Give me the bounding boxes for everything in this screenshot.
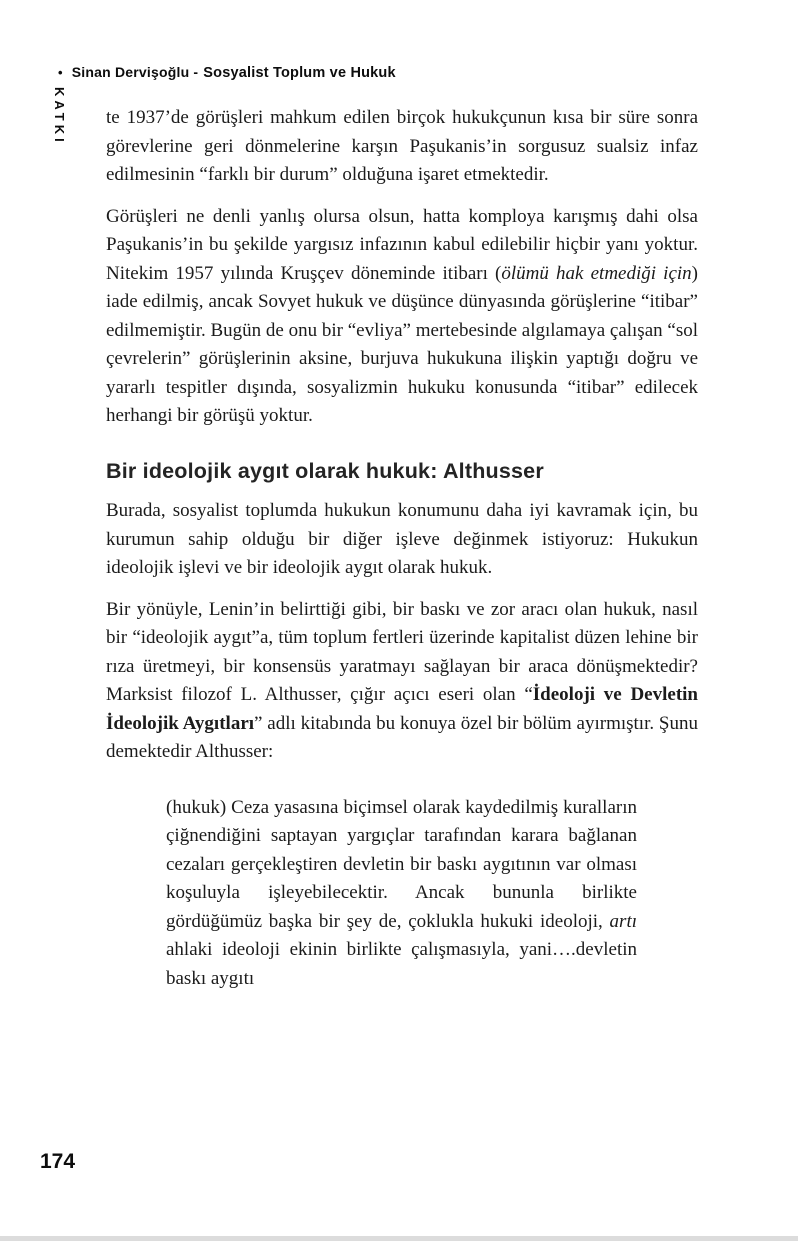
running-header (58, 64, 396, 81)
page-body (106, 104, 698, 993)
block-quote (166, 794, 637, 994)
text-run: (hukuk) Ceza yasasına biçimsel olarak kaydedilmiş kuralların çiğnendiğini saptayan yargıçlar tarafından karara bağlanan cezaları gerçekleştiren devletin bir baskı aygıtının var olması koşuluyla işleyebilecektir. Ancak bununla birlikte gördüğümüz başka bir şey de, çoklukla hukuki ideoloji, (166, 796, 637, 932)
page-number: 174 (40, 1150, 76, 1173)
paragraph-3: Burada, sosyalist toplumda hukukun konumunu daha iyi kavramak için, bu kurumun sahip olduğu bir diğer işleve değinmek istiyoruz: Hukukun ideolojik işlevi ve bir ideolojik aygıt olarak hukuk. (106, 500, 698, 578)
header-book-title: Sosyalist Toplum ve Hukuk (203, 65, 396, 81)
italic-word: artı (609, 910, 637, 932)
bullet-icon: • (58, 65, 63, 80)
paragraph-2 (106, 203, 698, 431)
text-run: ” adlı kitabında bu konuya özel bir bölüm ayırmıştır. Şunu demektedir Althusser: (106, 712, 698, 762)
section-heading: Bir ideolojik aygıt olarak hukuk: Althusser (106, 458, 544, 483)
paragraph-1: te 1937’de görüşleri mahkum edilen birçok hukukçunun kısa bir süre sonra görevlerine geri dönmelerine karşın Paşukanis’in sorgusuz sualsiz infaz edilmesinin “farklı bir durum” olduğuna işaret etmektedir. (106, 107, 698, 185)
text-run: Bir yönüyle, Lenin’in belirttiği gibi, bir baskı ve zor aracı olan hukuk, nasıl bir “ideolojik aygıt”a, tüm toplum fertleri üzerinde kapitalist düzen lehine bir rıza üretmeyi, bir konsensüs yaratmayı sağlayan bir araca dönüşmektedir? Marksist filozof L. Althusser, çığır açıcı eseri olan “ (106, 598, 698, 705)
margin-section-label: KATKI (52, 87, 67, 146)
italic-phrase: ölümü hak etmediği için (501, 262, 692, 284)
text-run: ) iade edilmiş, ancak Sovyet hukuk ve düşünce dünyasında görüşlerine “itibar” edilmemiştir. Bugün de onu bir “evliya” mertebesinde algılamaya çalışan “sol çevrelerin” görüşlerinin aksine, burjuva hukukuna ilişkin yaptığı doğru ve yararlı tespitler dışında, sosyalizmin hukuku konusunda “itibar” edilecek herhangi bir görüşü yoktur. (106, 262, 698, 426)
text-run: ahlaki ideoloji ekinin birlikte çalışmasıyla, yani….devletin baskı aygıtı (166, 939, 637, 989)
header-author: Sinan Dervişoğlu - (71, 64, 199, 80)
bold-cited-title: İdeoloji ve Devletin İdeolojik Aygıtları (106, 684, 698, 734)
paragraph-4 (106, 596, 698, 767)
text-run: Görüşleri ne denli yanlış olursa olsun, hatta komploya karışmış dahi olsa Paşukanis’in bu şekilde yargısız infazının kabul edilebilir hiçbir yanı yoktur. Nitekim 1957 yılında Kruşçev döneminde itibarı ( (106, 205, 698, 284)
